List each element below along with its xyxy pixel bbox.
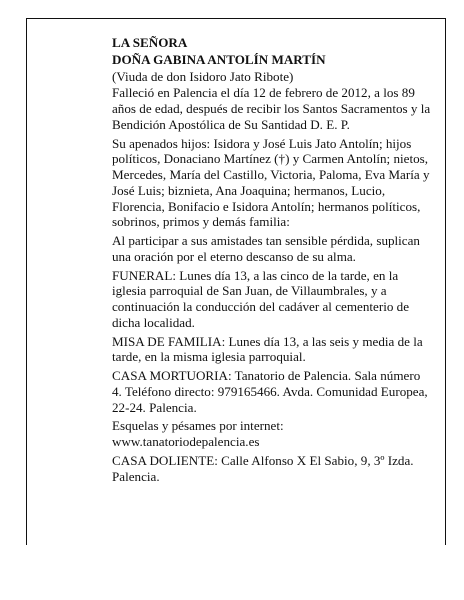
death-paragraph: Falleció en Palencia el día 12 de febrero de 2012, a los 89 años de edad, después de recibir los Santos Sacramentos y la Bendición Apostólica de Su Santidad D. E. P. (112, 85, 431, 132)
title-line-1-text: LA SEÑORA (112, 35, 188, 50)
internet-paragraph: Esquelas y pésames por internet: www.tanatoriodepalencia.es (112, 418, 284, 449)
misa-paragraph: MISA DE FAMILIA: Lunes día 13, a las seis y media de la tarde, en la misma iglesia parroquial. (112, 333, 423, 365)
funeral-paragraph: FUNERAL: Lunes día 13, a las cinco de la tarde, en la iglesia parroquial de San Juan, de Villaumbrales, y a continuación la conducción del cadáver al cementerio de dicha localidad. (112, 267, 410, 330)
title-line-2 (112, 52, 432, 68)
mortuoria-paragraph: CASA MORTUORIA: Tanatorio de Palencia. Sala número 4. Teléfono directo: 979165466. Avda. Comunidad Europea, 22-24. Palencia. (112, 368, 428, 415)
widow-line: (Viuda de don Isidoro Jato Ribote) (112, 68, 294, 84)
doliente-paragraph: CASA DOLIENTE: Calle Alfonso X El Sabio, 9, 3º Izda. Palencia. (112, 452, 414, 484)
request-paragraph: Al participar a sus amistades tan sensible pérdida, suplican una oración por el eterno descanso de su alma. (112, 233, 420, 264)
title-line-1 (112, 35, 432, 51)
family-paragraph: Su apenados hijos: Isidora y José Luis Jato Antolín; hijos políticos, Donaciano Martínez (†) y Carmen Antolín; nietos, Mercedes, María del Castillo, Victoria, Paloma, Eva María y José Luis; biznieta, Ana Joaquina; hermanos, Lucio, Florencia, Bonifacio e Isidora Antolín; hermanos políticos, sobrinos, primos y demás familia: (112, 135, 430, 230)
obituary-text (112, 35, 432, 487)
title-line-2-text: DOÑA GABINA ANTOLÍN MARTÍN (112, 51, 326, 67)
